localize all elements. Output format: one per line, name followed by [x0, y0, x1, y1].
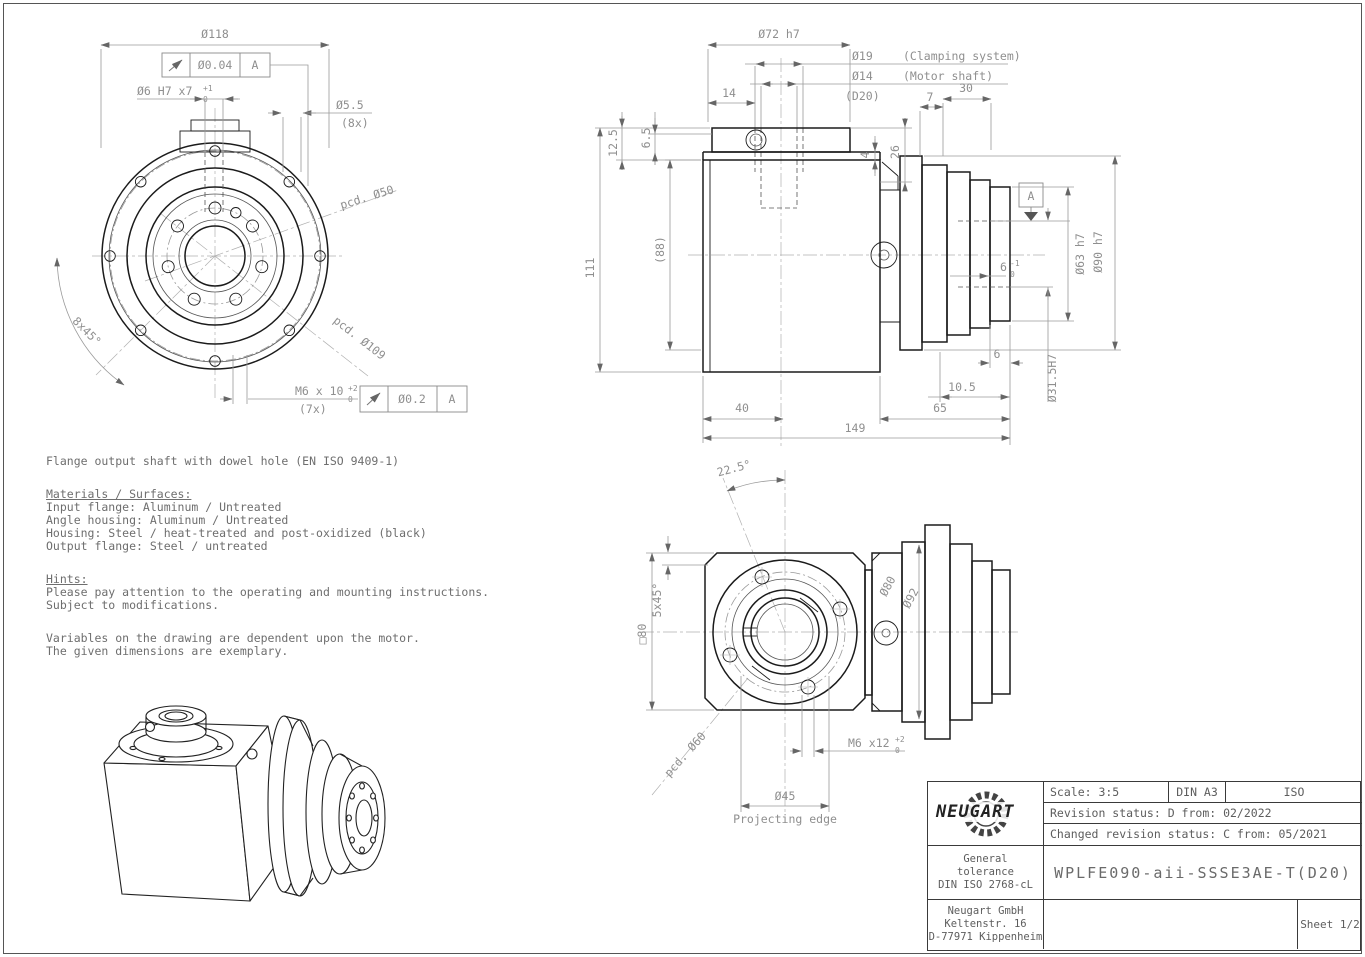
dim-6-5-label: 6.5 [639, 127, 653, 149]
empty-cell [1044, 900, 1298, 949]
dim-d90-label: Ø90 h7 [1091, 231, 1105, 273]
dim-4 [858, 136, 875, 176]
dim-d20-label: (D20) [845, 89, 880, 103]
dim-6-5 [639, 112, 712, 165]
note-hint: Subject to modifications. [46, 598, 220, 612]
pcd60-label: pcd. Ø60 [661, 729, 709, 780]
notes-block [46, 455, 526, 658]
dim-65-label: 65 [933, 401, 947, 415]
dim-14 [708, 86, 755, 103]
dim-12-5-label: 12.5 [606, 129, 620, 157]
dim-d19 [745, 49, 1021, 64]
tolerance-cell [928, 846, 1044, 900]
dim-thread-7x [220, 355, 358, 416]
note-variables: The given dimensions are exemplary. [46, 644, 289, 658]
thread-m6x12-label: M6 x12 [848, 736, 890, 750]
corner-angle-label: 8x45° [69, 313, 105, 349]
revision-cell: Revision status: D from: 02/2022 [1044, 803, 1362, 824]
dim-d72-label: Ø72 h7 [758, 27, 800, 41]
dim-d80-label: Ø80 [876, 573, 899, 599]
hole-8x-count: (8x) [341, 116, 369, 130]
front-flange-view [57, 27, 467, 416]
dim-sq80-label: □80 [635, 623, 649, 645]
tolerance-line: tolerance [957, 866, 1014, 878]
scale-cell: Scale: 3:5 [1044, 782, 1168, 803]
note-material: Housing: Steel / heat-treated and post-oxidized (black) [46, 526, 427, 540]
dim-thread-m6x12 [790, 695, 905, 757]
dowel-label: Ø6 H7 x7 [137, 84, 193, 98]
dim-d118-label: Ø118 [201, 27, 229, 41]
fcf-runout-bottom [360, 386, 467, 412]
materials-heading: Materials / Surfaces: [46, 487, 192, 501]
thread-7x-sup: +2 [348, 384, 358, 393]
dim-7-label: 7 [926, 90, 934, 104]
dim-40-label: 40 [735, 401, 749, 415]
fcf-bottom-datum: A [448, 392, 456, 406]
datum-a-flag [990, 183, 1070, 221]
dim-111-label: 111 [583, 257, 597, 279]
dim-30 [943, 81, 991, 150]
pcd109-label: pcd. Ø109 [330, 313, 389, 363]
changed-revision-cell: Changed revision status: C from: 05/2021 [1044, 824, 1362, 846]
datum-a-label: A [1027, 189, 1035, 203]
fcf-top-tolerance: Ø0.04 [197, 58, 233, 72]
dim-111 [583, 128, 701, 372]
note-flange: Flange output shaft with dowel hole (EN ISO 9409-1) [46, 454, 400, 468]
hole-8x-label: Ø5.5 [336, 98, 364, 112]
dim-7 [920, 90, 943, 156]
dim-6-tol-label: 6 [1000, 260, 1007, 274]
pcd50-label: pcd. Ø50 [338, 182, 396, 212]
dim-hole-8x [268, 98, 372, 172]
dim-149 [703, 421, 1010, 438]
dim-d45-label: Ø45 [774, 789, 796, 803]
dim-corner-angle [57, 258, 124, 385]
company-line: D-77971 Kippenheim [928, 931, 1043, 943]
fcf-top-datum: A [251, 58, 259, 72]
company-cell [928, 900, 1044, 949]
dim-d19-note: (Clamping system) [903, 49, 1021, 63]
hints-heading: Hints: [46, 572, 88, 586]
dim-chamfer-label: 5x45° [650, 582, 664, 618]
dim-149-label: 149 [844, 421, 866, 435]
note-hint: Please pay attention to the operating and mounting instructions. [46, 585, 490, 599]
note-material: Output flange: Steel / untreated [46, 539, 268, 553]
dim-d92-label: Ø92 [899, 585, 922, 611]
thread-m6x12-sub: 0 [895, 746, 900, 755]
thread-7x-sub: 0 [348, 395, 353, 404]
dim-6-tol-sub: 0 [1010, 270, 1015, 279]
note-variables: Variables on the drawing are dependent upon the motor. [46, 631, 420, 645]
projecting-edge-label: Projecting edge [733, 812, 837, 826]
angle-housing-view [635, 457, 1018, 826]
dim-dowel-hole [137, 84, 240, 153]
dim-40 [703, 376, 783, 443]
brand-logo: NEUGART [936, 802, 1015, 822]
dowel-sup: +1 [203, 84, 213, 93]
note-material: Input flange: Aluminum / Untreated [46, 500, 282, 514]
part-number-cell [1044, 846, 1362, 900]
fcf-runout-top [162, 53, 308, 186]
dim-14-label: 14 [722, 86, 736, 100]
side-section-view [583, 27, 1121, 447]
logo-cell [928, 782, 1044, 846]
dim-65 [880, 376, 1010, 424]
dim-88-label: (88) [653, 236, 667, 264]
note-material: Angle housing: Aluminum / Untreated [46, 513, 289, 527]
fcf-bottom-tolerance: Ø0.2 [398, 392, 426, 406]
part-number: WPLFE090-aii-SSSE3AE-T(D20) [1054, 863, 1352, 882]
sheet-number: Sheet 1/2 [1300, 918, 1360, 931]
isometric-view [104, 706, 385, 901]
dim-d315-label: Ø31.5H7 [1045, 353, 1059, 403]
dim-6-label: 6 [993, 347, 1001, 361]
dim-chamfer [650, 536, 708, 617]
thread-7x-count: (7x) [299, 402, 327, 416]
tolerance-line: DIN ISO 2768-cL [938, 879, 1033, 891]
dim-d72 [708, 27, 850, 122]
dim-22-5-label: 22.5° [715, 456, 753, 480]
company-line: Neugart GmbH [947, 905, 1024, 917]
sheet-cell [1298, 900, 1362, 949]
dim-10-5-label: 10.5 [948, 380, 976, 394]
dim-sq80 [635, 553, 714, 710]
title-block [927, 781, 1361, 951]
dim-d63-label: Ø63 h7 [1073, 233, 1087, 275]
dim-d19-label: Ø19 [852, 49, 873, 63]
dim-d315 [1010, 208, 1059, 402]
company-line: Keltenstr. 16 [944, 918, 1027, 930]
thread-m6x12-sup: +2 [895, 735, 905, 744]
dowel-sub: 0 [203, 95, 208, 104]
dim-d118 [101, 27, 329, 148]
thread-7x-label: M6 x 10 [295, 384, 344, 398]
dim-30-label: 30 [959, 81, 973, 95]
dim-4-label: 4 [858, 151, 872, 159]
format-cell: DIN A3 [1168, 782, 1225, 803]
tolerance-line: General [963, 853, 1008, 865]
dim-6-tol-sup: -1 [1010, 259, 1020, 268]
dim-26-label: 26 [888, 145, 902, 159]
dim-d14-label: Ø14 [852, 69, 873, 83]
norm-cell: ISO [1225, 782, 1362, 803]
dim-6 [978, 325, 1023, 445]
dim-d14-note: (Motor shaft) [903, 69, 994, 83]
